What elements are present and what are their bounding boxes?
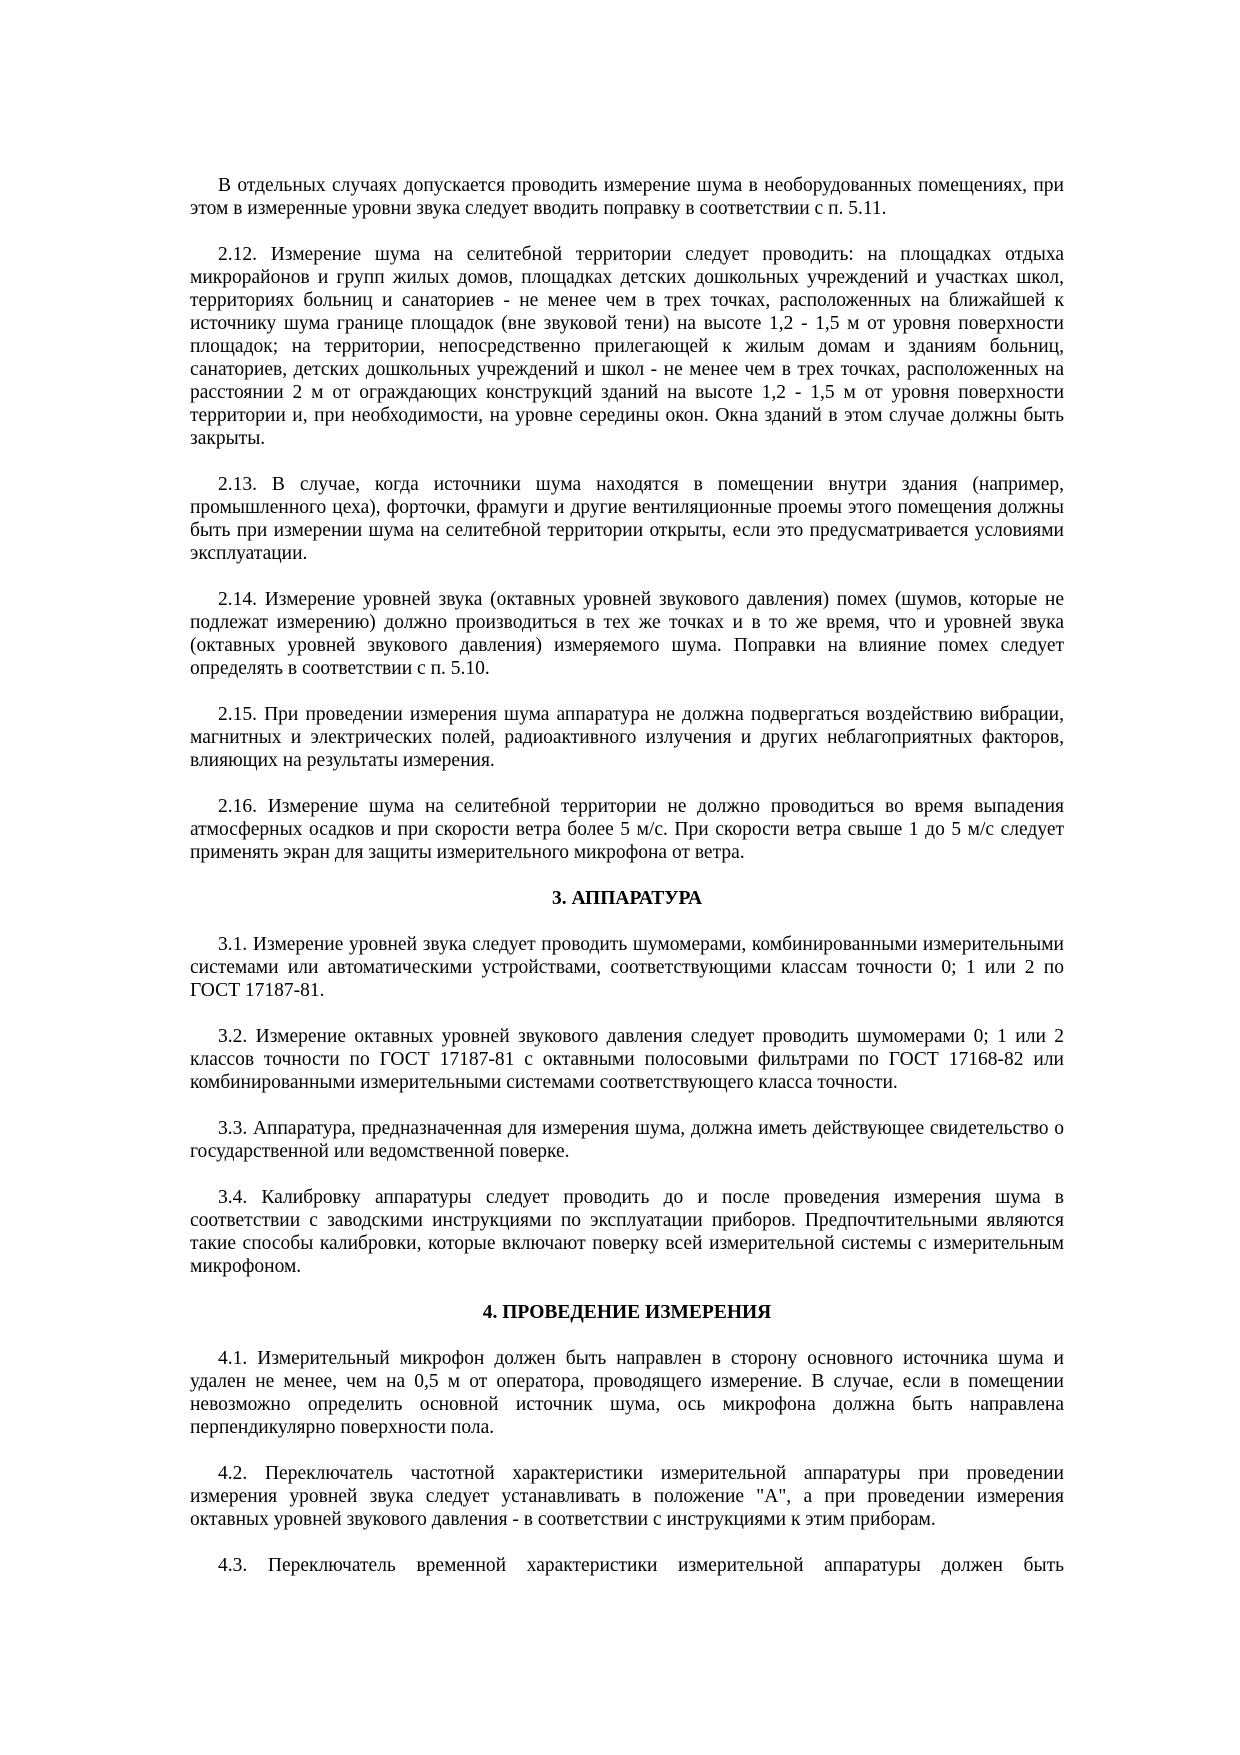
paragraph-3-4: 3.4. Калибровку аппаратуры следует проводить до и после проведения измерения шума в соответствии с заводскими инструкциями по эксплуатации приборов. Предпочтительными являются такие способы калибровки, которые включают поверку всей измерительной системы с измерительным микрофоном. — [190, 1187, 1064, 1277]
paragraph-3-2: 3.2. Измерение октавных уровней звукового давления следует проводить шумомерами 0; 1 или 2 классов точности по ГОСТ 17187-81 с октавными полосовыми фильтрами по ГОСТ 17168-82 или комбинированными измерительными системами соответствующего класса точности. — [190, 1026, 1064, 1093]
paragraph-2-14: 2.14. Измерение уровней звука (октавных уровней звукового давления) помех (шумов, которые не подлежат измерению) должно производиться в тех же точках и в то же время, что и уровней звука (октавных уровней звукового давления) измеряемого шума. Поправки на влияние помех следует определять в соответствии с п. 5.10. — [190, 589, 1064, 679]
paragraph-2-16: 2.16. Измерение шума на селитебной территории не должно проводиться во время выпадения атмосферных осадков и при скорости ветра более 5 м/с. При скорости ветра свыше 1 до 5 м/с следует применять экран для защиты измерительного микрофона от ветра. — [190, 796, 1064, 863]
paragraph-2-12: 2.12. Измерение шума на селитебной территории следует проводить: на площадках отдыха микрорайонов и групп жилых домов, площадках детских дошкольных учреждений и участках школ, территориях больниц и санаториев - не менее чем в трех точках, расположенных на ближайшей к источнику шума границе площадок (вне звуковой тени) на высоте 1,2 - 1,5 м от уровня поверхности площадок; на территории, непосредственно прилегающей к жилым домам и зданиям больниц, санаториев, детских дошкольных учреждений и школ - не менее чем в трех точках, расположенных на расстоянии 2 м от ограждающих конструкций зданий на высоте 1,2 - 1,5 м от уровня поверхности территории и, при необходимости, на уровне середины окон. Окна зданий в этом случае должны быть закрыты. — [190, 244, 1064, 449]
paragraph-intro: В отдельных случаях допускается проводить измерение шума в необорудованных помещениях, при этом в измеренные уровни звука следует вводить поправку в соответствии с п. 5.11. — [190, 175, 1064, 219]
paragraph-3-3: 3.3. Аппаратура, предназначенная для измерения шума, должна иметь действующее свидетельство о государственной или ведомственной поверке. — [190, 1118, 1064, 1162]
section-heading-4: 4. ПРОВЕДЕНИЕ ИЗМЕРЕНИЯ — [482, 1302, 772, 1323]
paragraph-3-1: 3.1. Измерение уровней звука следует проводить шумомерами, комбинированными измерительными системами или автоматическими устройствами, соответствующими классам точности 0; 1 или 2 по ГОСТ 17187-81. — [190, 934, 1064, 1001]
paragraph-4-3: 4.3. Переключатель временной характеристики измерительной аппаратуры должен быть — [218, 1555, 1064, 1576]
paragraph-2-13: 2.13. В случае, когда источники шума находятся в помещении внутри здания (например, промышленного цеха), форточки, фрамуги и другие вентиляционные проемы этого помещения должны быть при измерении шума на селитебной территории открыты, если это предусматривается условиями эксплуатации. — [190, 474, 1064, 564]
paragraph-4-2: 4.2. Переключатель частотной характеристики измерительной аппаратуры при проведении измерения уровней звука следует устанавливать в положение "А", а при проведении измерения октавных уровней звукового давления - в соответствии с инструкциями к этим приборам. — [190, 1463, 1064, 1530]
section-heading-3: 3. АППАРАТУРА — [551, 888, 703, 909]
paragraph-4-1: 4.1. Измерительный микрофон должен быть направлен в сторону основного источника шума и удален не менее, чем на 0,5 м от оператора, проводящего измерение. В случае, если в помещении невозможно определить основной источник шума, ось микрофона должна быть направлена перпендикулярно поверхности пола. — [190, 1348, 1064, 1438]
document-body — [190, 174, 1064, 1577]
paragraph-2-15: 2.15. При проведении измерения шума аппаратура не должна подвергаться воздействию вибрации, магнитных и электрических полей, радиоактивного излучения и других неблагоприятных факторов, влияющих на результаты измерения. — [190, 704, 1064, 771]
